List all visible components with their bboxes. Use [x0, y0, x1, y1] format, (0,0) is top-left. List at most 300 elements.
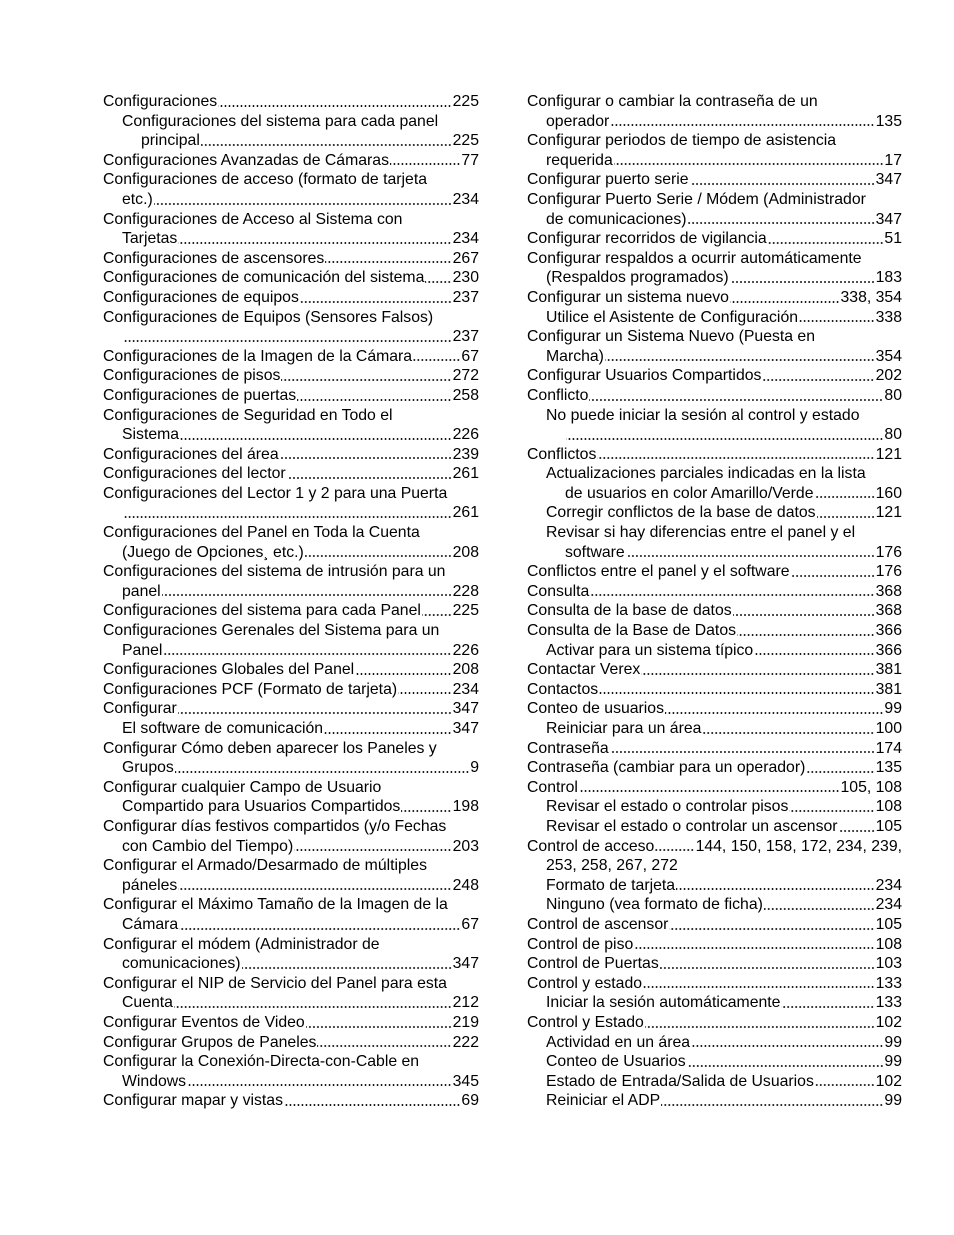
index-entry-line — [103, 112, 479, 132]
dot-leader — [676, 886, 875, 892]
dot-leader — [179, 926, 460, 932]
page-number: 212 — [452, 994, 479, 1012]
index-entry-line — [103, 797, 479, 817]
index-entry — [527, 680, 902, 700]
dot-leader — [597, 455, 874, 461]
index-entry-line — [103, 1052, 479, 1072]
dot-leader — [660, 965, 875, 971]
index-entry-line — [527, 1091, 902, 1111]
page-number: 99 — [884, 1092, 902, 1110]
index-term: panel — [122, 582, 161, 600]
index-entry-line — [527, 935, 902, 955]
index-entry — [103, 170, 479, 209]
dot-leader — [817, 514, 875, 520]
index-entry-line — [527, 229, 902, 249]
dot-leader — [390, 161, 460, 167]
index-term: Compartido para Usuarios Compartidos — [122, 798, 401, 816]
index-entry — [103, 308, 479, 347]
dot-leader — [655, 847, 694, 853]
index-term: Control de acceso — [527, 837, 655, 855]
index-entry-line — [103, 347, 479, 367]
page-number: 80 — [884, 386, 902, 404]
page-number: 69 — [461, 1092, 479, 1110]
page-number: 17 — [884, 151, 902, 169]
index-entry — [527, 1033, 902, 1053]
index-entry-line — [527, 719, 902, 739]
index-entry-line — [103, 503, 479, 523]
index-entry — [103, 680, 479, 700]
dot-leader — [422, 612, 452, 618]
page-number: 237 — [452, 288, 479, 306]
dot-leader — [566, 436, 883, 442]
index-entry-line — [527, 503, 902, 523]
index-entry — [103, 739, 479, 778]
page-number: 108 — [875, 798, 902, 816]
index-term: Conflictos entre el panel y el software — [527, 563, 790, 581]
page-number: 366 — [875, 641, 902, 659]
page-number: 198 — [452, 798, 479, 816]
index-term: Estado de Entrada/Salida de Usuarios — [546, 1072, 814, 1090]
index-entry-line — [103, 1033, 479, 1053]
index-term: Configurar el Máximo Tamaño de la Imagen de la — [103, 896, 448, 914]
page-number: 67 — [461, 915, 479, 933]
index-entry — [103, 935, 479, 974]
dot-leader — [781, 1004, 874, 1010]
dot-leader — [297, 397, 451, 403]
index-entry — [103, 660, 479, 680]
index-entry — [103, 151, 479, 171]
dot-leader — [634, 945, 874, 951]
dot-leader — [579, 788, 840, 794]
index-term: comunicaciones) — [122, 955, 241, 973]
index-entry — [527, 582, 902, 602]
page-number: 338 — [875, 308, 902, 326]
index-term: (Respaldos programados) — [546, 269, 729, 287]
index-term: Configuraciones del lector — [103, 465, 286, 483]
index-entry — [527, 699, 902, 719]
dot-leader — [661, 1102, 883, 1108]
dot-leader — [737, 632, 875, 638]
dot-leader — [789, 808, 874, 814]
dot-leader — [163, 651, 451, 657]
index-term: Configurar días festivos compartidos (y/o Fechas — [103, 817, 447, 835]
index-entry-line — [527, 92, 902, 112]
index-term: Configurar respaldos a ocurrir automáticamente — [527, 249, 862, 267]
index-term: Control de ascensor — [527, 915, 669, 933]
page-number: 354 — [875, 347, 902, 365]
page-number: 234 — [875, 896, 902, 914]
index-term: Control de Puertas — [527, 955, 659, 973]
index-entry-line — [103, 268, 479, 288]
dot-leader — [218, 103, 451, 109]
dot-leader — [401, 808, 451, 814]
index-term: Configuraciones de la Imagen de la Cámara — [103, 347, 413, 365]
dot-leader — [201, 142, 452, 148]
dot-leader — [610, 749, 875, 755]
page-number: 239 — [452, 445, 479, 463]
dot-leader — [690, 181, 875, 187]
index-entry — [527, 895, 902, 915]
index-entry-line — [527, 170, 902, 190]
page-number: 230 — [452, 269, 479, 287]
page-number: 174 — [875, 739, 902, 757]
page-number: 105 — [875, 817, 902, 835]
index-term: Configurar o cambiar la contraseña de un — [527, 93, 818, 110]
index-entry-line — [527, 190, 902, 210]
dot-leader — [175, 769, 469, 775]
index-entry — [103, 484, 479, 523]
index-entry — [527, 366, 902, 386]
index-term: software — [565, 543, 625, 561]
index-entry — [527, 739, 902, 759]
index-entry — [103, 347, 479, 367]
page-number: 226 — [452, 426, 479, 444]
index-term: Configurar un sistema nuevo — [527, 288, 729, 306]
page-number: 203 — [452, 837, 479, 855]
page-number: 234 — [452, 230, 479, 248]
index-term: Configurar mapar y vistas — [103, 1092, 283, 1110]
dot-leader — [178, 886, 451, 892]
index-entry-line — [527, 974, 902, 994]
index-term: Configurar un Sistema Nuevo (Puesta en — [527, 328, 816, 346]
dot-leader — [605, 357, 875, 363]
index-entry-line — [527, 151, 902, 171]
dot-leader — [398, 690, 452, 696]
page-number: 51 — [884, 230, 902, 248]
index-entry-line — [103, 308, 479, 328]
index-entry-line — [103, 660, 479, 680]
index-entry-line — [527, 837, 902, 857]
index-entry — [103, 366, 479, 386]
page-number: 225 — [452, 132, 479, 150]
dot-leader — [688, 220, 875, 226]
index-entry-line — [103, 484, 479, 504]
dot-leader — [791, 573, 875, 579]
index-entry — [103, 817, 479, 856]
index-entry-line — [527, 543, 902, 563]
index-term: Contactar Verex — [527, 661, 641, 679]
index-entry-line — [527, 797, 902, 817]
index-entry-line — [103, 445, 479, 465]
page-number: 222 — [452, 1033, 479, 1051]
index-entry-line — [103, 406, 479, 426]
index-entry-line — [103, 876, 479, 896]
index-term: El software de comunicación — [122, 720, 324, 737]
index-entry — [527, 935, 902, 955]
index-term: Contraseña (cambiar para un operador) — [527, 759, 806, 777]
index-entry — [527, 621, 902, 641]
index-entry — [527, 1072, 902, 1092]
index-term: Configurar Puerto Serie / Módem (Administrador — [527, 190, 866, 208]
dot-leader — [123, 338, 452, 344]
page-number: 121 — [875, 504, 902, 522]
dot-leader — [178, 710, 452, 716]
dot-leader — [815, 494, 875, 500]
index-entry-line — [527, 249, 902, 269]
index-entry-line — [527, 484, 902, 504]
index-entry — [103, 1052, 479, 1091]
index-term: Configurar puerto serie — [527, 171, 689, 189]
index-entry — [527, 641, 902, 661]
index-entry-line — [103, 288, 479, 308]
index-term: Tarjetas — [122, 230, 178, 248]
index-term: Consulta — [527, 582, 590, 600]
index-entry — [527, 406, 902, 445]
index-term: Configurar Cómo deben aparecer los Paneles y — [103, 739, 437, 757]
index-entry — [527, 974, 902, 994]
dot-leader — [174, 1004, 452, 1010]
index-entry — [527, 523, 902, 562]
index-term: Control y Estado — [527, 1013, 644, 1031]
page-number: 234 — [452, 190, 479, 208]
index-entry-line — [527, 131, 902, 151]
index-term: Configurar recorridos de vigilancia — [527, 230, 767, 248]
index-term: Revisar el estado o controlar un ascensor — [546, 817, 838, 835]
index-entry-line — [527, 366, 902, 386]
index-entry-line — [103, 190, 479, 210]
index-term: Control — [527, 778, 578, 796]
index-entry-line — [103, 543, 479, 563]
dot-leader — [162, 592, 452, 598]
page-number: 347 — [452, 955, 479, 973]
page-number: 100 — [875, 720, 902, 737]
index-term: Configuraciones de acceso (formato de tarjeta — [103, 171, 428, 189]
dot-leader — [669, 926, 874, 932]
page-number: 133 — [875, 974, 902, 992]
page-number: 99 — [884, 1053, 902, 1071]
dot-leader — [187, 1082, 452, 1088]
index-term: Configurar cualquier Campo de Usuario — [103, 778, 382, 796]
index-entry-line — [103, 1091, 479, 1111]
page-number: 105, 108 — [840, 778, 902, 796]
page-number: 202 — [875, 367, 902, 385]
index-entry-line — [527, 406, 902, 426]
index-entry-line — [103, 366, 479, 386]
index-entry-line — [103, 699, 479, 719]
index-column-left — [103, 92, 479, 1111]
index-entry-line — [527, 1013, 902, 1033]
index-entry-line — [103, 523, 479, 543]
index-entry-line — [527, 268, 902, 288]
dot-leader — [306, 1024, 452, 1030]
index-entry-line — [103, 974, 479, 994]
index-term: Configuraciones del sistema de intrusión para un — [103, 563, 446, 581]
index-entry — [527, 719, 902, 739]
dot-leader — [626, 553, 875, 559]
index-entry-line — [103, 719, 479, 739]
page-number: 108 — [875, 935, 902, 953]
index-entry-line — [103, 778, 479, 798]
page-number: 261 — [452, 504, 479, 522]
index-entry-line — [103, 249, 479, 269]
index-entry — [527, 954, 902, 974]
index-entry-line — [527, 308, 902, 328]
index-term: Contraseña — [527, 739, 609, 757]
dot-leader — [687, 1063, 884, 1069]
index-term: Configuraciones de pisos — [103, 367, 281, 385]
index-entry-line — [103, 210, 479, 230]
index-entry — [103, 249, 479, 269]
page-number: 99 — [884, 1033, 902, 1051]
index-entry — [527, 797, 902, 817]
index-term: Control de piso — [527, 935, 634, 953]
dot-leader — [178, 240, 451, 246]
index-entry-line — [527, 210, 902, 230]
index-entry — [103, 386, 479, 406]
index-entry-line — [103, 817, 479, 837]
index-entry — [527, 562, 902, 582]
index-term: Configurar el módem (Administrador de — [103, 935, 380, 953]
index-entry — [527, 915, 902, 935]
index-entry — [527, 249, 902, 288]
index-entry-line — [527, 993, 902, 1013]
index-entry-line — [527, 1052, 902, 1072]
index-term: Configuraciones de equipos — [103, 288, 299, 306]
index-entry-line — [103, 562, 479, 582]
index-entry — [103, 268, 479, 288]
index-entry-line — [527, 699, 902, 719]
index-term: Grupos — [122, 759, 174, 777]
index-term: Configurar la Conexión-Directa-con-Cable en — [103, 1053, 420, 1071]
index-entry-line — [103, 935, 479, 955]
index-term: Iniciar la sesión automáticamente — [546, 994, 781, 1012]
index-term: Configuraciones de Equipos (Sensores Falsos) — [103, 308, 434, 326]
dot-leader — [281, 377, 451, 383]
index-entry-line — [103, 229, 479, 249]
index-entry-line — [527, 464, 902, 484]
index-entry-line — [103, 92, 479, 112]
index-entry — [527, 1091, 902, 1111]
index-term: operador — [546, 112, 610, 130]
dot-leader — [610, 122, 874, 128]
index-entry-line — [103, 641, 479, 661]
index-term: Configurar Eventos de Video — [103, 1013, 305, 1031]
page-number: 368 — [875, 582, 902, 600]
index-entry-line — [527, 895, 902, 915]
dot-leader — [180, 436, 452, 442]
index-entry — [527, 1052, 902, 1072]
index-entry — [103, 464, 479, 484]
page-number: 381 — [875, 661, 902, 679]
page-number: 67 — [461, 347, 479, 365]
index-term: Reiniciar el ADP — [546, 1092, 661, 1110]
index-term: requerida — [546, 151, 613, 169]
index-entry — [527, 327, 902, 366]
index-term: Configurar — [103, 700, 177, 718]
dot-leader — [317, 1043, 451, 1049]
page-number: 228 — [452, 582, 479, 600]
page-number: 80 — [884, 426, 902, 444]
index-term: Configuraciones del Panel en Toda la Cuenta — [103, 524, 420, 542]
page-number: 219 — [452, 1013, 479, 1031]
dot-leader — [242, 965, 452, 971]
index-entry-line — [103, 151, 479, 171]
index-term: Configuraciones de ascensores — [103, 249, 325, 267]
index-term: Configuraciones Avanzadas de Cámaras — [103, 151, 389, 169]
index-term: Revisar el estado o controlar pisos — [546, 798, 789, 816]
dot-leader — [691, 1043, 883, 1049]
index-entry-line — [103, 993, 479, 1013]
dot-leader — [284, 1102, 460, 1108]
index-entry — [103, 601, 479, 621]
dot-leader — [645, 1024, 875, 1030]
index-entry-line — [103, 837, 479, 857]
index-entry-line — [527, 660, 902, 680]
dot-leader — [325, 259, 451, 265]
index-term: Configurar el NIP de Servicio del Panel para esta — [103, 974, 447, 992]
index-entry — [527, 92, 902, 131]
page-number: 183 — [875, 269, 902, 287]
index-column-right — [527, 92, 902, 1111]
index-entry — [103, 92, 479, 112]
page-number: 347 — [452, 700, 479, 718]
index-term: Formato de tarjeta — [546, 876, 676, 894]
page-number: 225 — [452, 602, 479, 620]
index-entry — [103, 974, 479, 1013]
page-number: 102 — [875, 1013, 902, 1031]
index-term: Configurar Grupos de Paneles — [103, 1033, 317, 1051]
index-entry-line — [103, 895, 479, 915]
index-entry — [527, 308, 902, 328]
index-entry-line — [527, 112, 902, 132]
index-entry-line — [103, 621, 479, 641]
dot-leader — [764, 906, 875, 912]
index-entry-line — [103, 739, 479, 759]
index-term: Conteo de Usuarios — [546, 1053, 686, 1071]
dot-leader — [643, 984, 875, 990]
index-term: etc.) — [122, 190, 153, 208]
index-term: Configuraciones Globales del Panel — [103, 661, 355, 679]
index-entry — [527, 503, 902, 523]
index-term: Conflicto — [527, 386, 589, 404]
dot-leader — [287, 475, 452, 481]
index-entry-line — [527, 954, 902, 974]
page-number: 208 — [452, 661, 479, 679]
dot-leader — [425, 279, 451, 285]
page-number: 261 — [452, 465, 479, 483]
dot-leader — [300, 299, 452, 305]
index-entry — [103, 699, 479, 719]
dot-leader — [768, 240, 884, 246]
index-term: Activar para un sistema típico — [546, 641, 754, 659]
dot-leader — [733, 612, 875, 618]
index-term: Windows — [122, 1072, 187, 1090]
index-entry — [527, 445, 902, 465]
index-entry — [527, 464, 902, 503]
index-entry — [527, 190, 902, 229]
dot-leader — [806, 769, 874, 775]
index-entry-line — [527, 915, 902, 935]
page-number: 160 — [875, 484, 902, 502]
index-entry — [103, 112, 479, 151]
index-entry-line — [527, 386, 902, 406]
index-entry-line — [103, 582, 479, 602]
page-number: 258 — [452, 386, 479, 404]
index-entry — [103, 778, 479, 817]
index-term: Configurar Usuarios Compartidos — [527, 367, 762, 385]
index-term: Marcha) — [546, 347, 604, 365]
page-number: 133 — [875, 994, 902, 1012]
dot-leader — [154, 201, 452, 207]
index-entry-line — [527, 288, 902, 308]
index-term: Configuraciones del Lector 1 y 2 para una Puerta — [103, 484, 448, 502]
page-number: 135 — [875, 112, 902, 130]
index-entry-line — [103, 327, 479, 347]
index-entry — [103, 523, 479, 562]
index-entry-line — [527, 876, 902, 896]
page-number: 176 — [875, 563, 902, 581]
dot-leader — [413, 357, 460, 363]
